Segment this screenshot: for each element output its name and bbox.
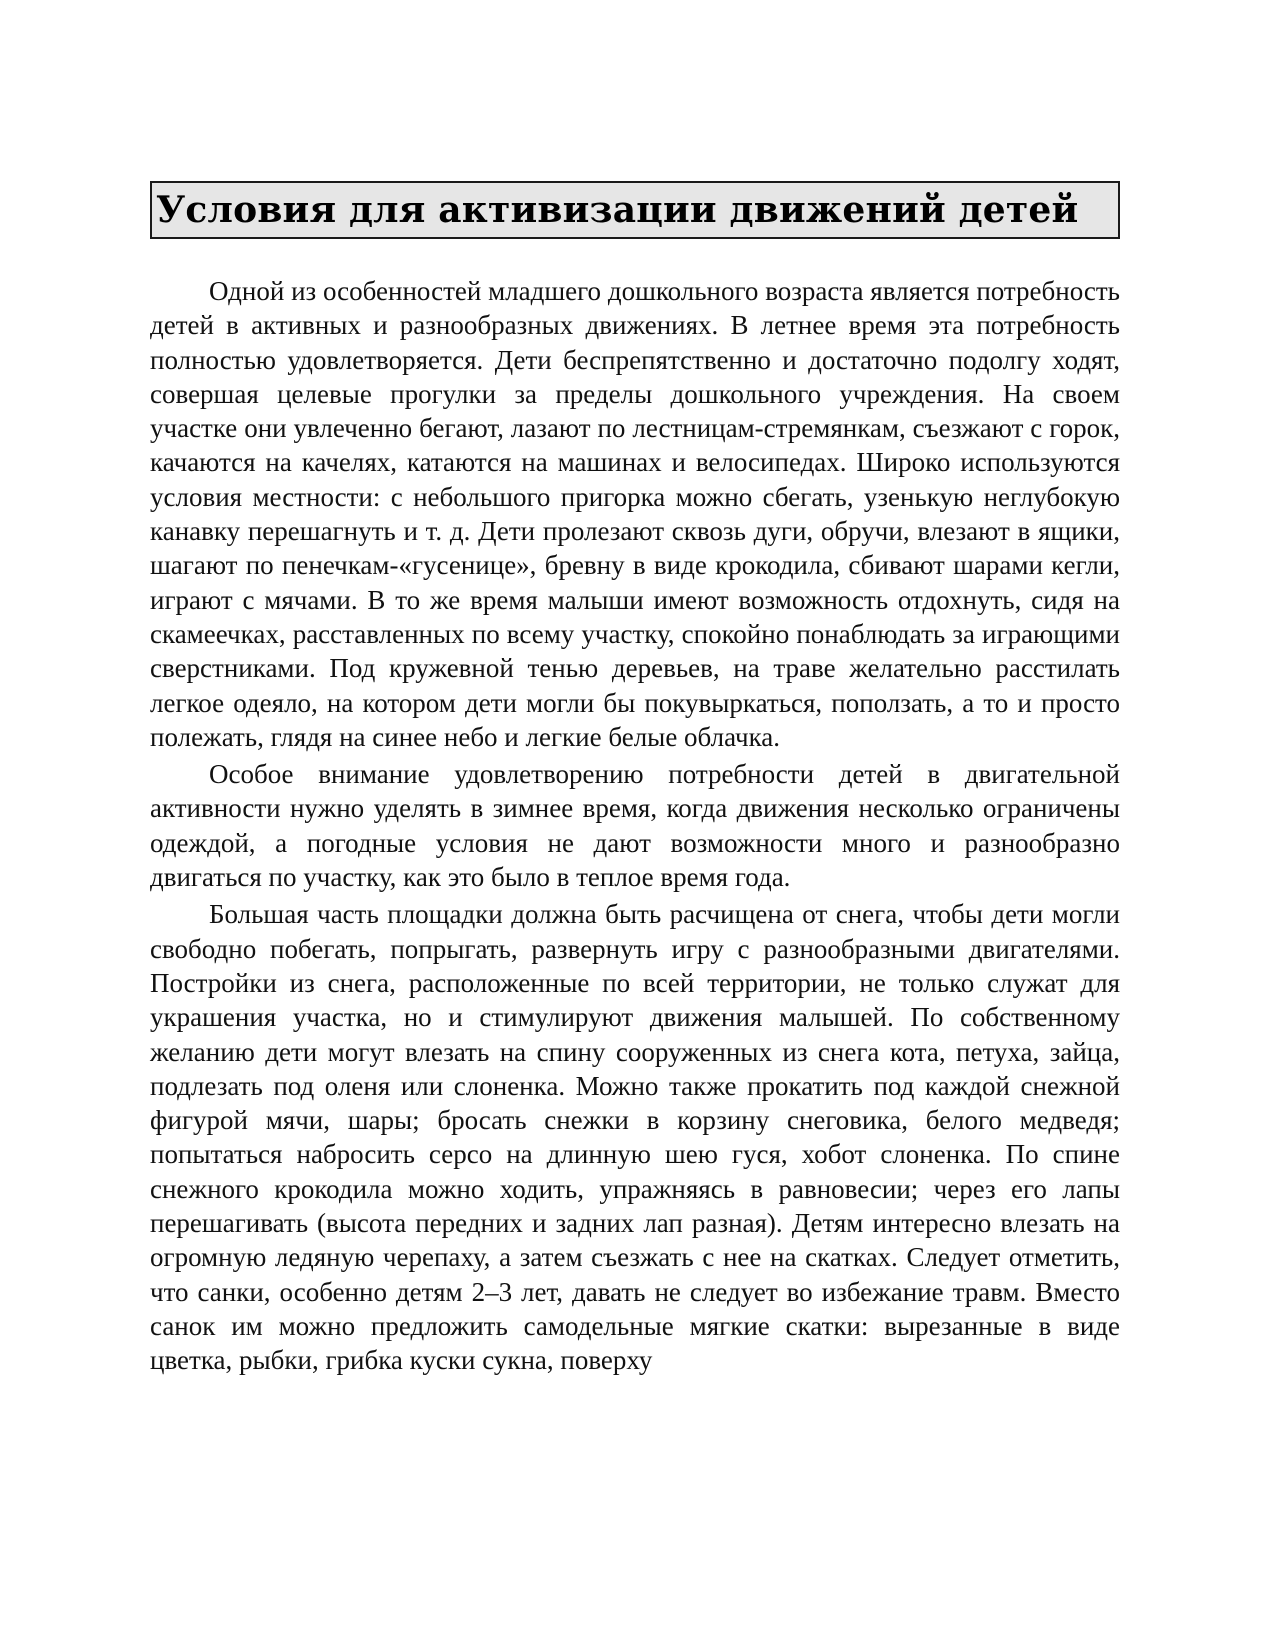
- page-title-box: [150, 181, 1120, 239]
- document-page: [150, 181, 1120, 1381]
- document-body: [150, 274, 1120, 1378]
- paragraph-1: Одной из особенностей младшего дошкольного возраста является потребность детей в активных и разнообразных движениях. В летнее время эта потребность полностью удовлетворяется. Дети беспрепятственно и достаточно подолгу ходят, совершая целевые прогулки за пределы дошкольного учреждения. На своем участке они увлеченно бегают, лазают по лестницам-стремянкам, съезжают с горок, качаются на качелях, катаются на машинах и велосипедах. Широко используются условия местности: с небольшого пригорка можно сбегать, узенькую неглубокую канавку перешагнуть и т. д. Дети пролезают сквозь дуги, обручи, влезают в ящики, шагают по пенечкам-«гусенице», бревну в виде крокодила, сбивают шарами кегли, играют с мячами. В то же время малыши имеют возможность отдохнуть, сидя на скамеечках, расставленных по всему участку, спокойно понаблюдать за играющими сверстниками. Под кружевной тенью деревьев, на траве желательно расстилать легкое одеяло, на котором дети могли бы покувыркаться, поползать, а то и просто полежать, глядя на синее небо и легкие белые облачка.: [150, 276, 1120, 752]
- page-title: Условия для активизации движений детей: [156, 189, 1079, 231]
- paragraph-2: Особое внимание удовлетворению потребности детей в двигательной активности нужно уделять в зимнее время, когда движения несколько ограничены одеждой, а погодные условия не дают возможности много и разнообразно двигаться по участку, как это было в теплое время года.: [150, 759, 1120, 893]
- paragraph-3: Большая часть площадки должна быть расчищена от снега, чтобы дети могли свободно побегать, попрыгать, развернуть игру с разнообразными двигателями. Постройки из снега, расположенные по всей территории, не только служат для украшения участка, но и стимулируют движения малышей. По собственному желанию дети могут влезать на спину сооруженных из снега кота, петуха, зайца, подлезать под оленя или слоненка. Можно также прокатить под каждой снежной фигурой мячи, шары; бросать снежки в корзину снеговика, белого медведя; попытаться набросить серсо на длинную шею гуся, хобот слоненка. По спине снежного крокодила можно ходить, упражняясь в равновесии; через его лапы перешагивать (высота передних и задних лап разная). Детям интересно влезать на огромную ледяную черепаху, а затем съезжать с нее на скатках. Следует отметить, что санки, особенно детям 2–3 лет, давать не следует во избежание травм. Вместо санок им можно предложить самодельные мягкие скатки: вырезанные в виде цветка, рыбки, грибка куски сукна, поверху: [150, 899, 1120, 1376]
